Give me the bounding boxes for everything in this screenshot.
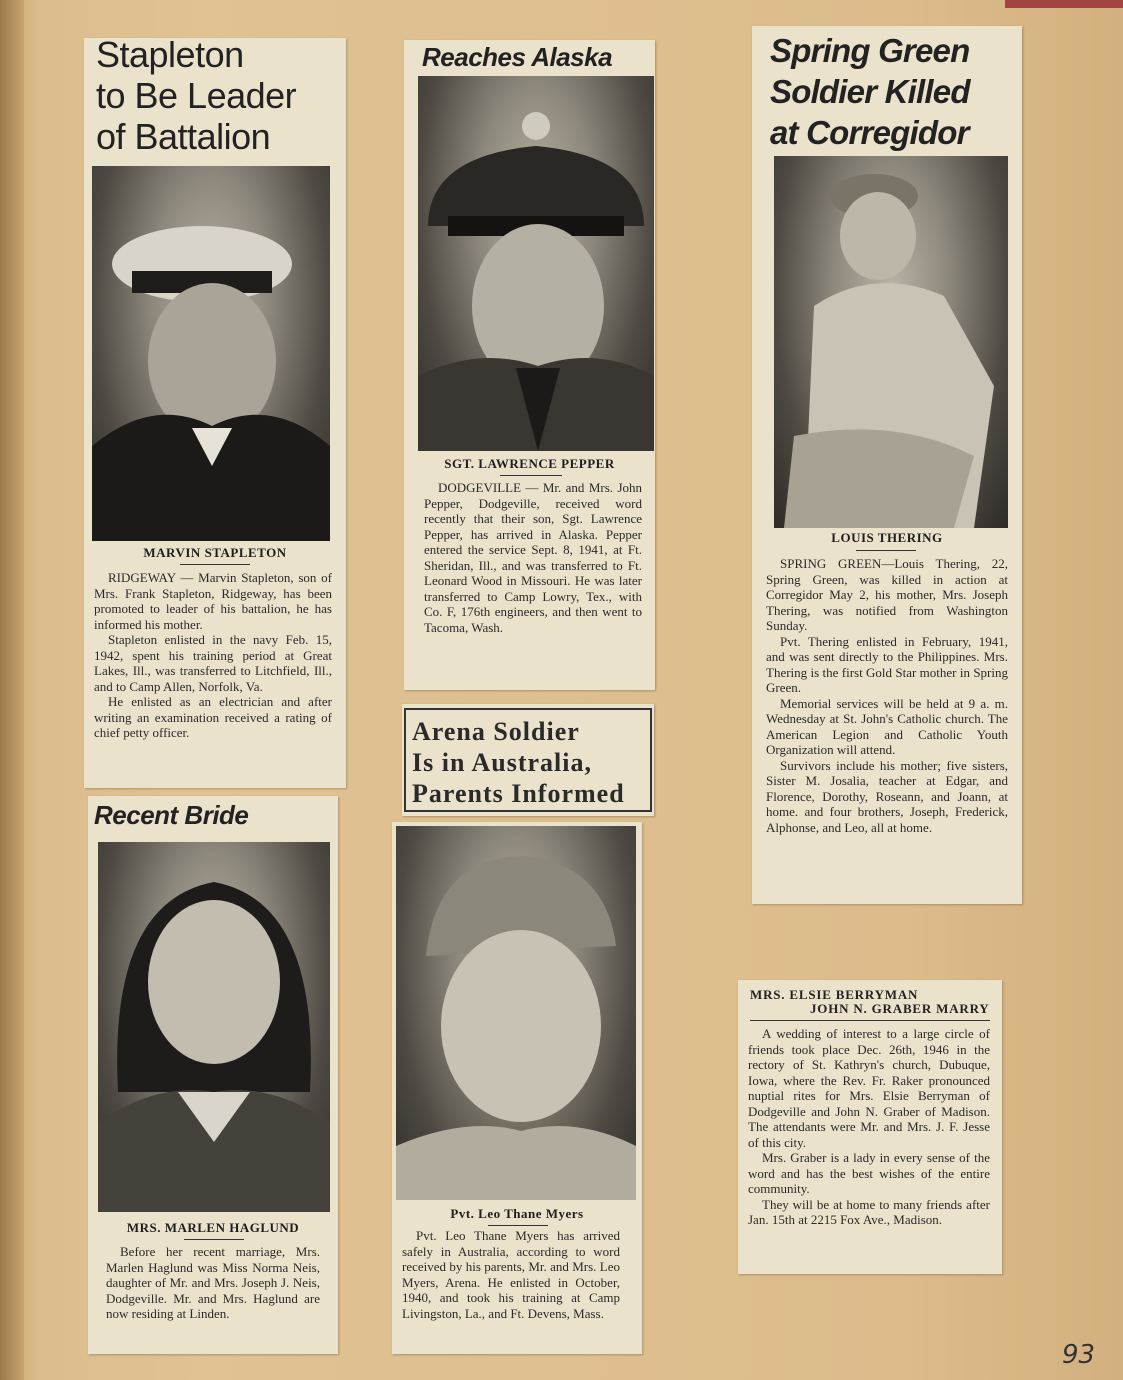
paragraph: RIDGEWAY — Marvin Stapleton, son of Mrs. Frank Stapleton, Ridgeway, has been promoted to leader of his battalion, he has informed his mother.: [94, 570, 332, 632]
headline-myers: [412, 716, 625, 809]
page-number: 93: [1062, 1340, 1096, 1370]
photo-louis-thering: [774, 156, 1008, 528]
paragraph: He enlisted as an electrician and after writing an examination received a rating of chief petty officer.: [94, 694, 332, 740]
headline-line: Spring Green: [770, 32, 970, 69]
headline-line: JOHN N. GRABER MARRY: [810, 1001, 990, 1016]
book-spine: [0, 0, 24, 1380]
clipping-pepper: [404, 40, 655, 690]
headline-stapleton: [96, 38, 296, 157]
clipping-myers: [392, 822, 642, 1354]
headline-line: to Be Leader: [96, 75, 297, 116]
photo-caption: MARVIN STAPLETON: [143, 545, 287, 560]
headline-line: MRS. ELSIE BERRYMAN: [750, 987, 919, 1002]
caption-rule: [500, 475, 562, 476]
article-body: [402, 1228, 620, 1321]
headline-line: Stapleton: [96, 38, 244, 75]
clipping-berryman: [738, 980, 1002, 1274]
paragraph: Mrs. Graber is a lady in every sense of the word and has the best wishes of the entire community.: [748, 1150, 990, 1196]
paragraph: Before her recent marriage, Mrs. Marlen Haglund was Miss Norma Neis, daughter of Mr. and Mrs. Joseph J. Neis, Dodgeville. Mr. and Mrs. Haglund are now residing at Linden.: [106, 1244, 320, 1321]
paragraph: Memorial services will be held at 9 a. m. Wednesday at St. John's Catholic church. The American Legion and Catholic Youth Organization will attend.: [766, 695, 1008, 757]
headline-rule: [750, 1020, 990, 1021]
caption-rule: [180, 564, 250, 565]
headline-line: of Battalion: [96, 116, 271, 157]
headline-line: Soldier Killed: [770, 73, 970, 110]
clipping-stapleton: [84, 38, 346, 788]
caption-rule: [856, 550, 916, 551]
paragraph: Pvt. Thering enlisted in February, 1941, and was sent directly to the Philippines. Mrs. Thering is the first Gold Star mother in Spring Green.: [766, 633, 1008, 695]
photo-leo-thane-myers: [396, 826, 636, 1200]
article-body: [94, 570, 332, 741]
headline-line: Parents Informed: [412, 779, 625, 808]
article-body: [766, 556, 1008, 835]
photo-caption: MRS. MARLEN HAGLUND: [126, 1220, 300, 1235]
photo-lawrence-pepper: [418, 76, 654, 451]
photo-caption: Pvt. Leo Thane Myers: [450, 1206, 584, 1221]
paragraph: SPRING GREEN—Louis Thering, 22, Spring Green, was killed in action at Corregidor May 2, his mother, Mrs. Joseph Thering, was notified from Washington Sunday.: [766, 556, 1008, 633]
clipping-myers-headline: [402, 704, 654, 816]
clipping-thering: [752, 26, 1022, 904]
photo-caption: SGT. LAWRENCE PEPPER: [444, 456, 615, 471]
paragraph: A wedding of interest to a large circle of friends took place Dec. 26th, 1946 in the rectory of St. Kathryn's church, Dubuque, Iowa, where the Rev. Fr. Raker pronounced nuptial rites for Mrs. Elsie Berryman of Dodgeville and John N. Graber of Madison. The attendants were Mr. and Mrs. J. F. Jesse of this city.: [748, 1026, 990, 1150]
paragraph: They will be at home to many friends after Jan. 15th at 2215 Fox Ave., Madison.: [748, 1196, 990, 1227]
clipping-haglund: [88, 796, 338, 1354]
headline-haglund: Recent Bride: [94, 800, 249, 830]
article-body: [424, 480, 642, 635]
headline-line: Is in Australia,: [412, 748, 592, 777]
headline-thering: [770, 30, 970, 153]
article-body: [748, 1026, 990, 1228]
headline-line: at Corregidor: [770, 114, 969, 151]
headline-pepper: Reaches Alaska: [422, 42, 613, 72]
photo-marvin-stapleton: [92, 166, 330, 541]
article-body: [106, 1244, 320, 1322]
paragraph: Survivors include his mother; five sisters, Sister M. Josalia, teacher at Edgar, and Florence, Dorothy, Roseann, and Joann, at home. and four brothers, Joseph, Frederick, Alphonse, and Leo, all at home.: [766, 757, 1008, 835]
photo-marlen-haglund: [98, 842, 330, 1212]
headline-line: Arena Soldier: [412, 717, 580, 746]
binding-strip: [1005, 0, 1123, 8]
caption-rule: [184, 1239, 244, 1240]
paragraph: Stapleton enlisted in the navy Feb. 15, 1942, spent his training period at Great Lakes, Ill., was transferred to Litchfield, Ill., and to Camp Allen, Norfolk, Va.: [94, 632, 332, 694]
paragraph: DODGEVILLE — Mr. and Mrs. John Pepper, Dodgeville, received word recently that their son, Sgt. Lawrence Pepper, has arrived in Alaska. Pepper entered the service Sept. 8, 1941, at Ft. Sheridan, Ill., and was transferred to Ft. Leonard Wood in Missouri. He was later transferred to Camp Lowry, Tex., with Co. F, 176th engineers, and then went to Tacoma, Wash.: [424, 480, 642, 635]
headline-berryman: [750, 988, 989, 1016]
paragraph: Pvt. Leo Thane Myers has arrived safely in Australia, according to word received by his parents, Mr. and Mrs. Leo Myers, Arena. He enlisted in October, 1940, and took his training at Camp Livingston, La., and Ft. Devens, Mass.: [402, 1228, 620, 1321]
photo-caption: LOUIS THERING: [831, 530, 943, 545]
caption-rule: [488, 1225, 548, 1226]
